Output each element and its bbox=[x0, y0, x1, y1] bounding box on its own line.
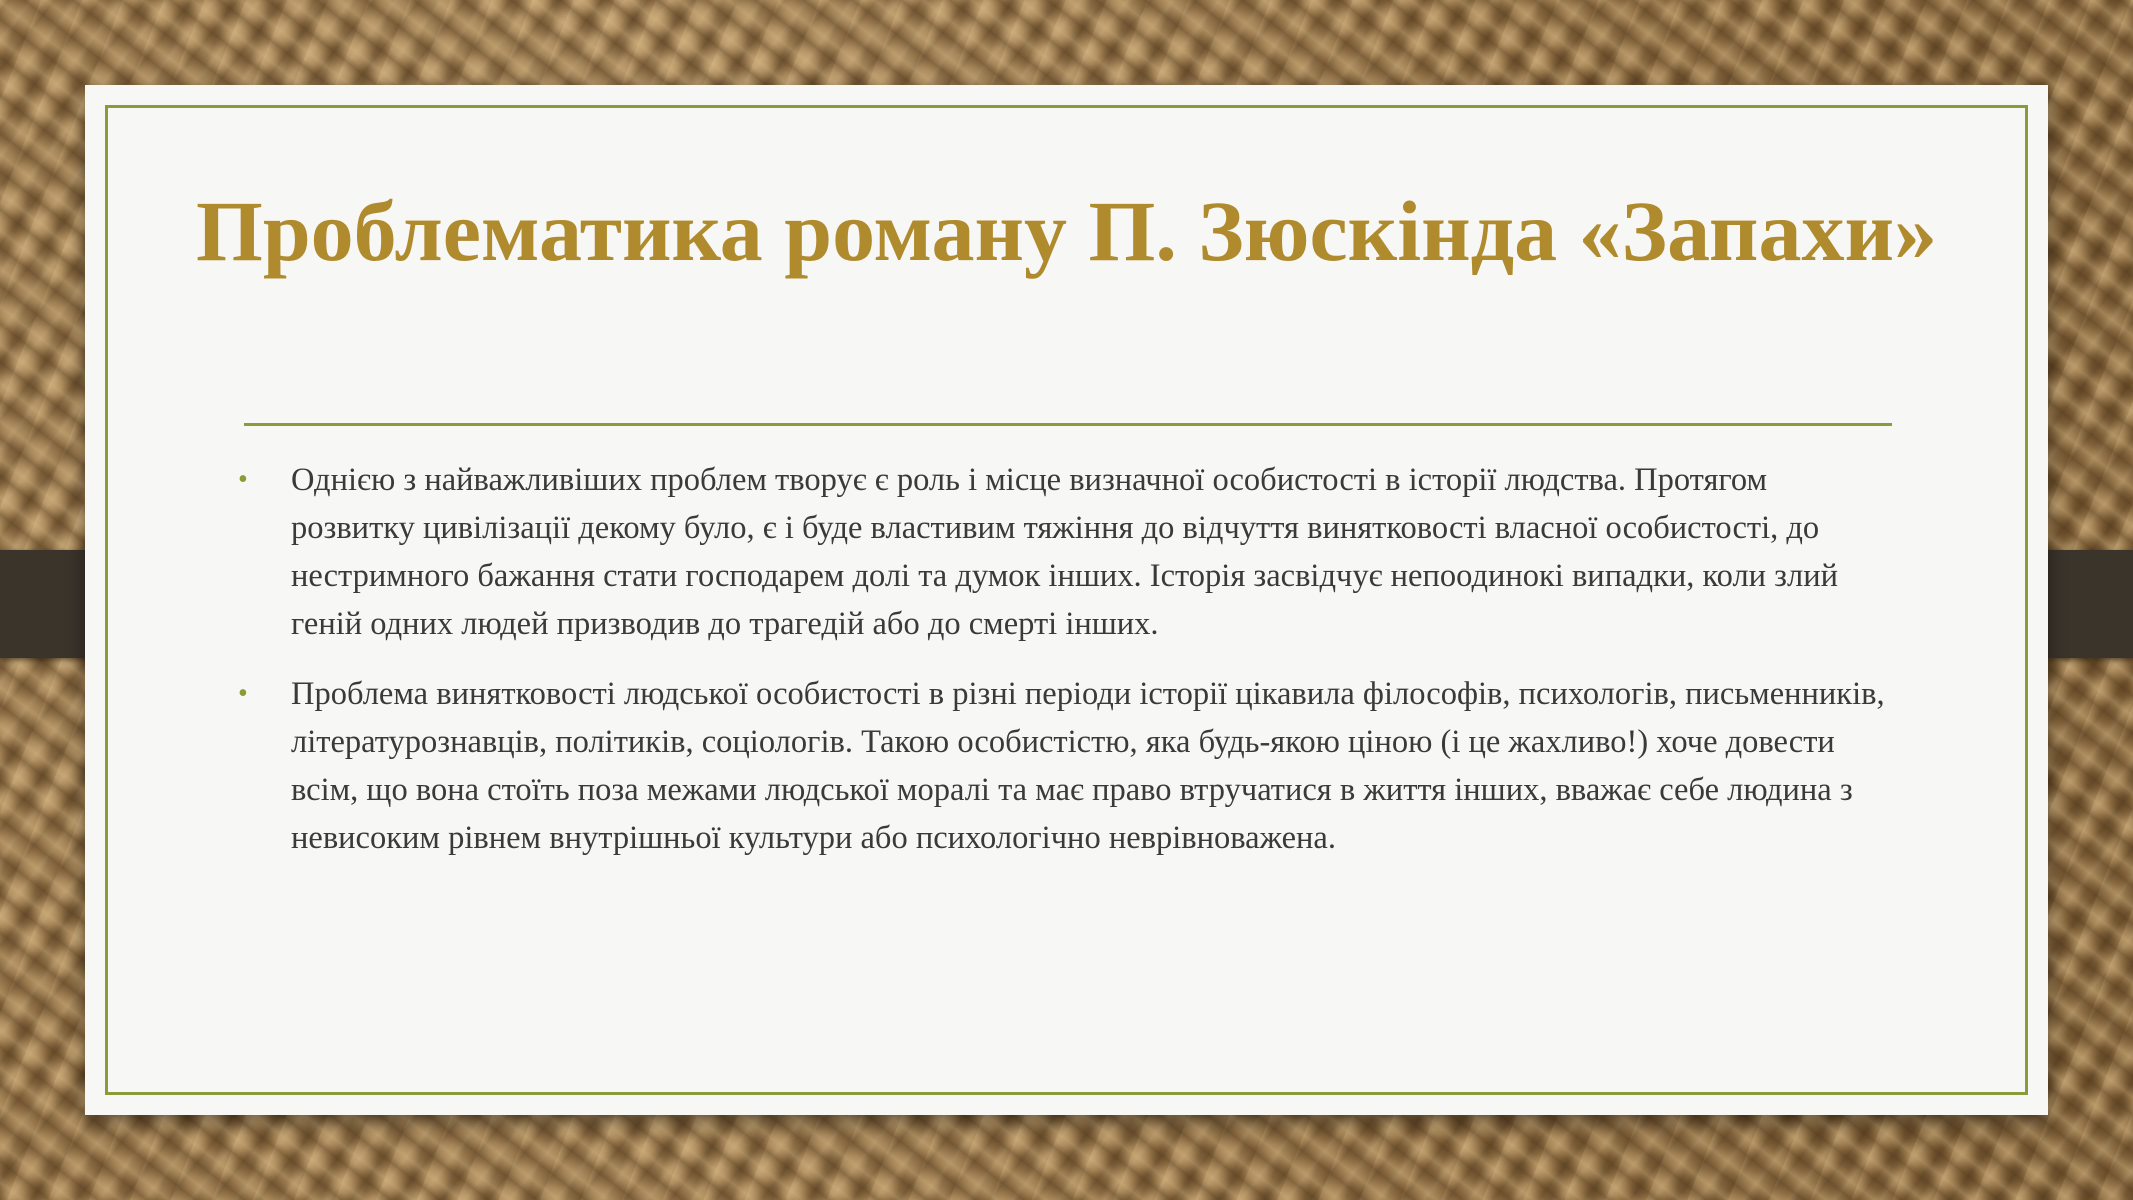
bullet-item bbox=[238, 670, 1898, 862]
bullet-text: Проблема винятковості людської особистості в різні періоди історії цікавила філософів, психологів, письменників, літературознавців, політиків, соціологів. Такою особистістю, яка будь-якою ціною (і це жахливо!) хоче довести всім, що вона стоїть поза межами людської моралі та має право втручатися в життя інших, вважає себе людина з невисоким рівнем внутрішньої культури або психологічно неврівноважена. bbox=[291, 676, 1885, 856]
title-divider bbox=[244, 423, 1892, 426]
bullet-text: Однією з найважливіших проблем творує є роль і місце визначної особистості в історії людства. Протягом розвитку цивілізації декому було, є і буде властивим тяжіння до відчуття винятковості власної особистості, до нестримного бажання стати господарем долі та думок інших. Історія засвідчує непоодинокі випадки, коли злий геній одних людей призводив до трагедій або до смерті інших. bbox=[291, 462, 1839, 642]
bullet-item bbox=[238, 456, 1898, 648]
slide-title: Проблематика роману П. Зюскінда «Запахи» bbox=[195, 183, 1938, 279]
bullet-dot-icon: • bbox=[238, 464, 248, 495]
bullet-list bbox=[238, 456, 1898, 884]
bullet-dot-icon: • bbox=[238, 678, 248, 709]
